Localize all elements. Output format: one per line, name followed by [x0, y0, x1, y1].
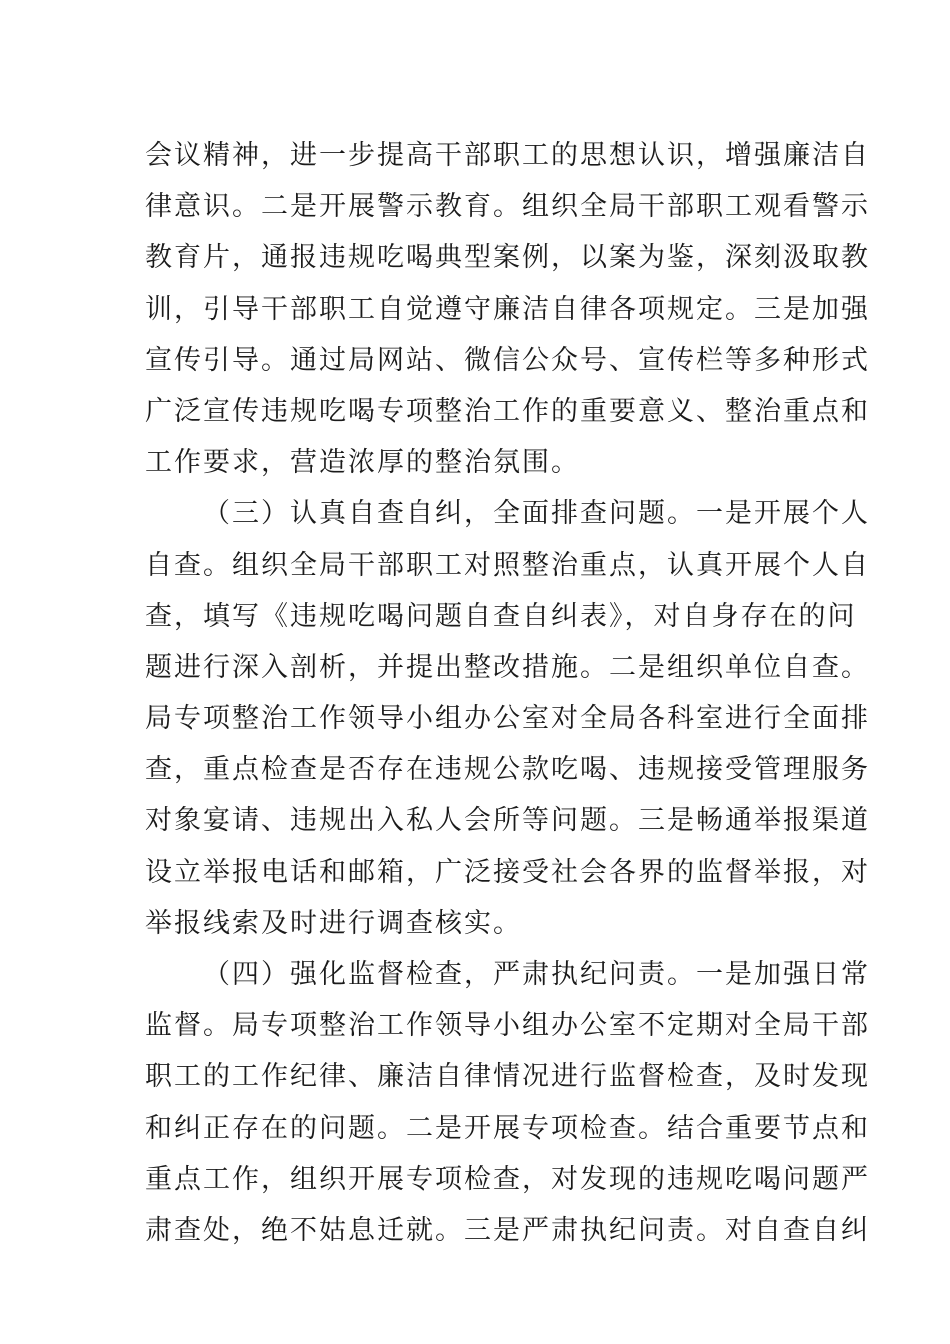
text-line: 肃查处，绝不姑息迁就。三是严肃执纪问责。对自查自纠	[145, 1214, 870, 1246]
text-line: 自查。组织全局干部职工对照整治重点，认真开展个人自	[145, 549, 870, 581]
text-line: 局专项整治工作领导小组办公室对全局各科室进行全面排	[145, 703, 870, 735]
section-heading-line: （三）认真自查自纠，全面排查问题。一是开展个人	[203, 498, 870, 530]
text-line: 重点工作，组织开展专项检查，对发现的违规吃喝问题严	[145, 1163, 870, 1195]
text-line: 和纠正存在的问题。二是开展专项检查。结合重要节点和	[145, 1112, 870, 1144]
text-line: 训，引导干部职工自觉遵守廉洁自律各项规定。三是加强	[145, 293, 870, 325]
text-line: 查，重点检查是否存在违规公款吃喝、违规接受管理服务	[145, 754, 870, 786]
text-line: 对象宴请、违规出入私人会所等问题。三是畅通举报渠道	[145, 805, 870, 837]
section-heading-line: （四）强化监督检查，严肃执纪问责。一是加强日常	[203, 959, 870, 990]
text-line: 查，填写《违规吃喝问题自查自纠表》，对自身存在的问	[145, 600, 857, 632]
text-line: 职工的工作纪律、廉洁自律情况进行监督检查，及时发现	[145, 1061, 870, 1093]
text-line: 会议精神，进一步提高干部职工的思想认识，增强廉洁自	[145, 140, 870, 171]
text-line: 工作要求，营造浓厚的整治氛围。	[145, 447, 580, 479]
text-line: 监督。局专项整治工作领导小组办公室不定期对全局干部	[145, 1010, 870, 1042]
text-line: 设立举报电话和邮箱，广泛接受社会各界的监督举报，对	[145, 856, 870, 888]
text-line: 宣传引导。通过局网站、微信公众号、宣传栏等多种形式	[145, 344, 870, 376]
text-line: 广泛宣传违规吃喝专项整治工作的重要意义、整治重点和	[145, 395, 870, 427]
text-line: 律意识。二是开展警示教育。组织全局干部职工观看警示	[145, 191, 870, 223]
text-line: 举报线索及时进行调查核实。	[145, 907, 522, 939]
text-line: 题进行深入剖析，并提出整改措施。二是组织单位自查。	[145, 651, 870, 683]
text-line: 教育片，通报违规吃喝典型案例，以案为鉴，深刻汲取教	[145, 242, 870, 274]
document-body	[145, 130, 870, 1256]
